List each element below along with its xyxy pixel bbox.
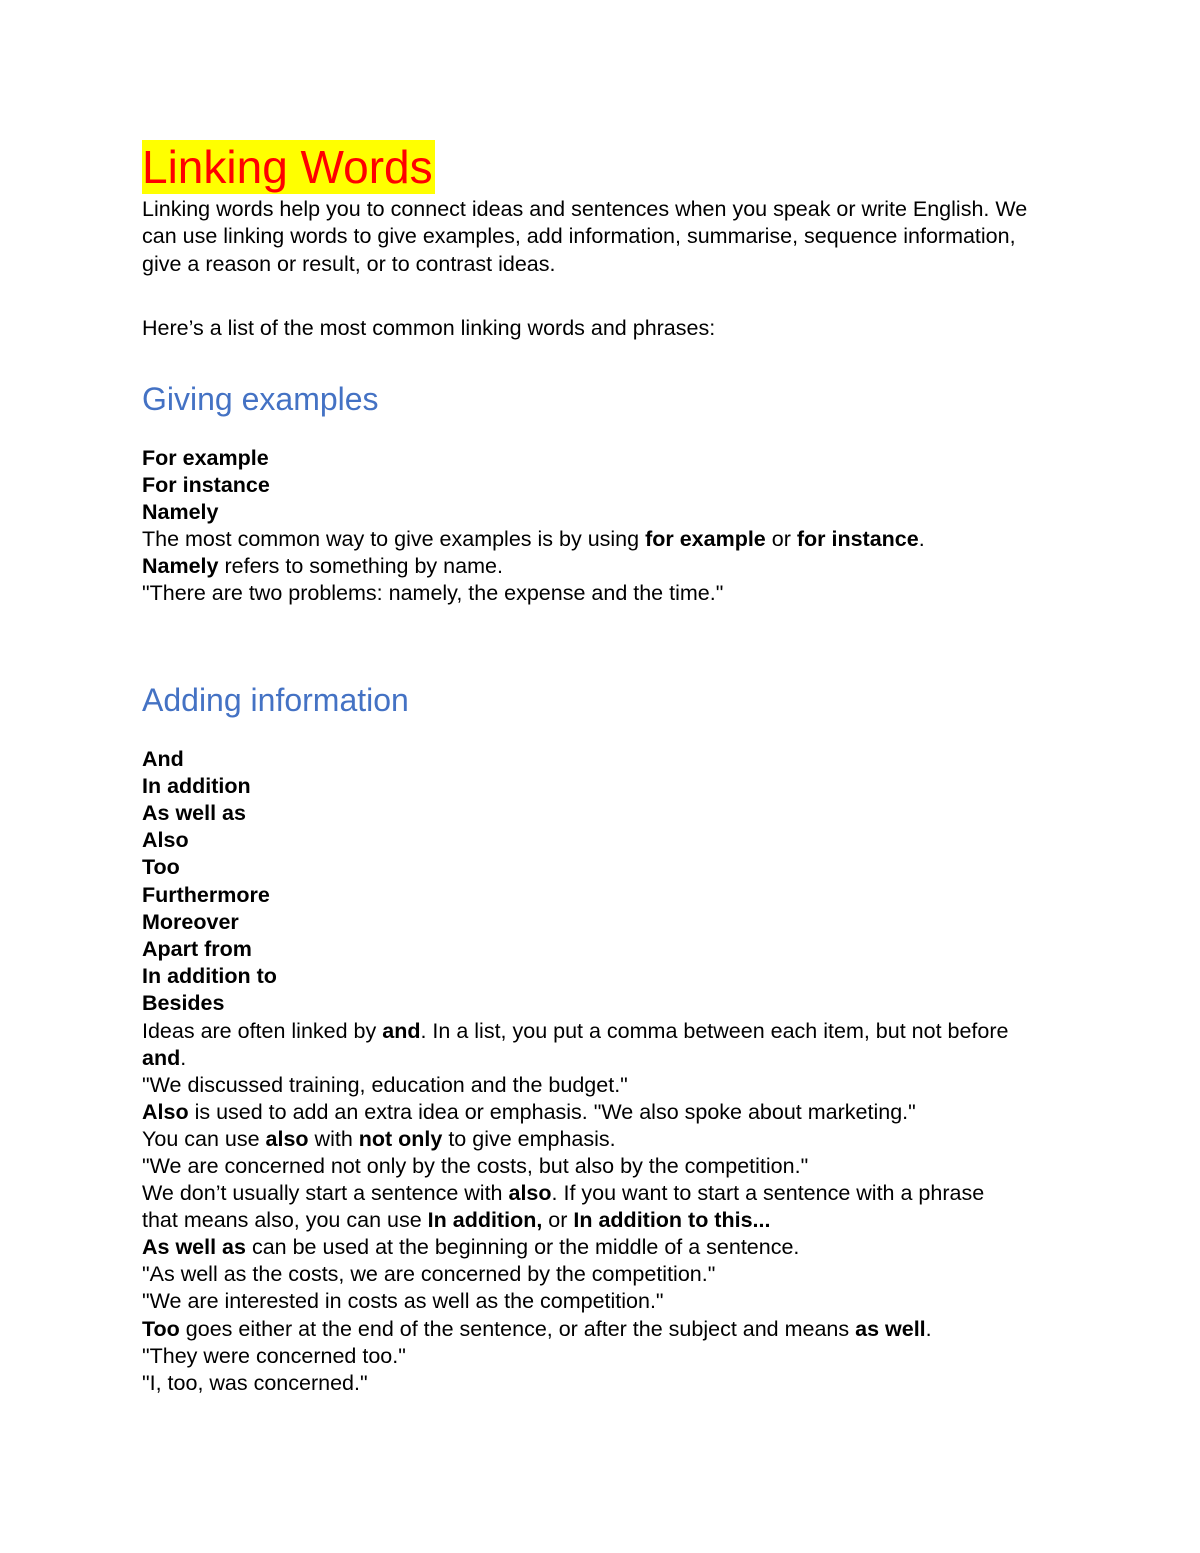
explanation-line: Namely refers to something by name.	[142, 554, 503, 579]
page-title: Linking Words	[142, 141, 433, 193]
explanation-line: We don’t usually start a sentence with also. If you want to start a sentence with a phrase that means also, you can use In addition, or In addition to this...	[142, 1181, 985, 1233]
example-quote: "As well as the costs, we are concerned by the competition."	[142, 1262, 716, 1287]
section-heading-giving-examples: Giving examples	[142, 380, 379, 417]
term-item: In addition to	[142, 964, 277, 989]
examples-explanation	[142, 526, 1042, 607]
term-item: For example	[142, 445, 269, 470]
adding-term-list	[142, 746, 1042, 1018]
explanation-line: Also is used to add an extra idea or emphasis. "We also spoke about marketing."	[142, 1099, 916, 1124]
intro-paragraph: Linking words help you to connect ideas and sentences when you speak or write English. We can use linking words to give examples, add information, summarise, sequence information, give a reason or result, or to contrast ideas.	[142, 197, 1028, 276]
example-quote: "I, too, was concerned."	[142, 1370, 368, 1395]
term-item: Moreover	[142, 909, 239, 934]
term-item: Apart from	[142, 936, 252, 961]
section-heading-adding-information: Adding information	[142, 681, 409, 718]
adding-explanation	[142, 1018, 1022, 1397]
example-quote: "We are interested in costs as well as the competition."	[142, 1289, 664, 1314]
document-page	[142, 140, 1042, 1397]
example-quote: "They were concerned too."	[142, 1343, 406, 1368]
lead-paragraph: Here’s a list of the most common linking words and phrases:	[142, 316, 716, 341]
explanation-line: As well as can be used at the beginning or the middle of a sentence.	[142, 1235, 800, 1260]
term-item: In addition	[142, 773, 251, 798]
example-quote: "We are concerned not only by the costs, but also by the competition."	[142, 1154, 809, 1179]
term-item: Besides	[142, 991, 225, 1016]
example-quote: "There are two problems: namely, the expense and the time."	[142, 581, 724, 606]
explanation-line: Ideas are often linked by and. In a list, you put a comma between each item, but not before and.	[142, 1018, 1009, 1070]
term-item: As well as	[142, 800, 246, 825]
explanation-line: You can use also with not only to give emphasis.	[142, 1126, 616, 1151]
term-item: Namely	[142, 500, 219, 525]
explanation-line: Too goes either at the end of the sentence, or after the subject and means as well.	[142, 1316, 932, 1341]
example-quote: "We discussed training, education and the budget."	[142, 1072, 628, 1097]
examples-term-list	[142, 445, 1042, 527]
term-item: For instance	[142, 472, 270, 497]
term-item: Too	[142, 855, 180, 880]
term-item: And	[142, 746, 184, 771]
term-item: Furthermore	[142, 882, 270, 907]
explanation-line: The most common way to give examples is by using for example or for instance.	[142, 527, 925, 552]
term-item: Also	[142, 828, 189, 853]
